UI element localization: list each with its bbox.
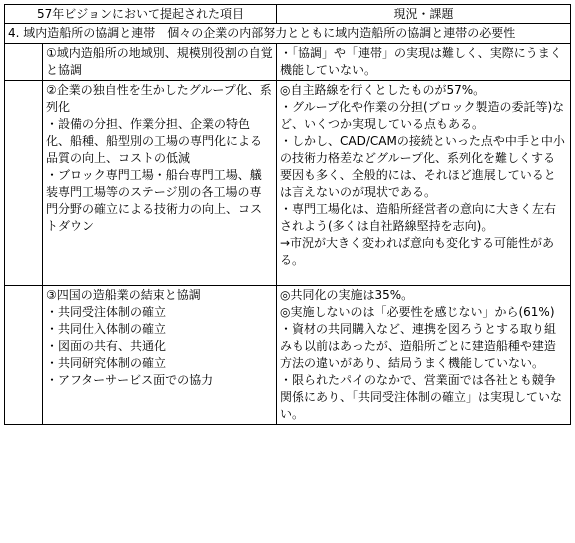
item-text: ③四国の造船業の結束と協調 ・共同受注体制の確立 ・共同仕入体制の確立 ・図面の共有、共通化 ・共同研究体制の確立 ・アフターサービス面での協力 xyxy=(46,288,214,387)
status-text: ◎共同化の実施は35%。 xyxy=(280,288,414,302)
status-cell xyxy=(277,286,571,425)
status-cell xyxy=(277,81,571,286)
item-cell xyxy=(43,44,277,81)
item-text: ②企業の独自性を生かしたグループ化、系列化 ・設備の分担、作業分担、企業の特色化、船種、船型別の工場の専門化による品質の向上、コストの低減 ・ブロック専門工場・船台専門工場、艤装専門工場等のステージ別の各工場の専門分野の確立による技術力の向上、コストダウン xyxy=(46,83,272,233)
section-title: 4. 域内造船所の協調と連帯 個々の企業の内部努力とともに域内造船所の協調と連帯の必要性 xyxy=(5,24,571,44)
table-row xyxy=(5,44,571,81)
item-cell xyxy=(43,81,277,286)
section-row xyxy=(5,24,571,44)
status-cell xyxy=(277,44,571,81)
status-text: ・限られたパイのなかで、営業面では各社とも競争関係にあり、「共同受注体制の確立」は実現していない。 xyxy=(280,373,563,421)
header-row xyxy=(5,5,571,24)
table-row xyxy=(5,81,571,286)
status-text: ・しかし、CAD/CAMの接続といった点や中手と中小の技術力格差などグループ化、系列化を難しくする要因も多く、全般的には、それほど進展しているとは言えないのが現状である。 xyxy=(280,134,565,199)
report-table xyxy=(4,4,571,425)
table-row xyxy=(5,286,571,425)
status-text: ・グループ化や作業の分担(ブロック製造の委託等)など、いくつか実現している点もある。 xyxy=(280,100,565,131)
status-text: ◎実施しないのは「必要性を感じない」から(61%) xyxy=(280,305,555,319)
indent-cell xyxy=(5,81,43,286)
item-text: ①域内造船所の地域別、規模別役割の自覚と協調 xyxy=(46,46,273,77)
item-cell xyxy=(43,286,277,425)
status-text: ◎自主路線を行くとしたものが57%。 xyxy=(280,83,486,97)
header-left: 57年ビジョンにおいて提起された項目 xyxy=(5,5,277,24)
status-text: ・専門工場化は、造船所経営者の意向に大きく左右されよう(多くは自社路線堅持を志向)。 xyxy=(280,202,557,233)
indent-cell xyxy=(5,44,43,81)
status-text: →市況が大きく変われば意向も変化する可能性がある。 xyxy=(280,236,555,267)
status-text: ・「協調」や「連帯」の実現は難しく、実際にうまく機能していない。 xyxy=(280,46,562,77)
header-right: 現況・課題 xyxy=(277,5,571,24)
status-text: ・資材の共同購入など、連携を図ろうとする取り組みも以前はあったが、造船所ごとに建造船種や建造方法の違いがあり、結局うまく機能していない。 xyxy=(280,322,557,370)
indent-cell xyxy=(5,286,43,425)
